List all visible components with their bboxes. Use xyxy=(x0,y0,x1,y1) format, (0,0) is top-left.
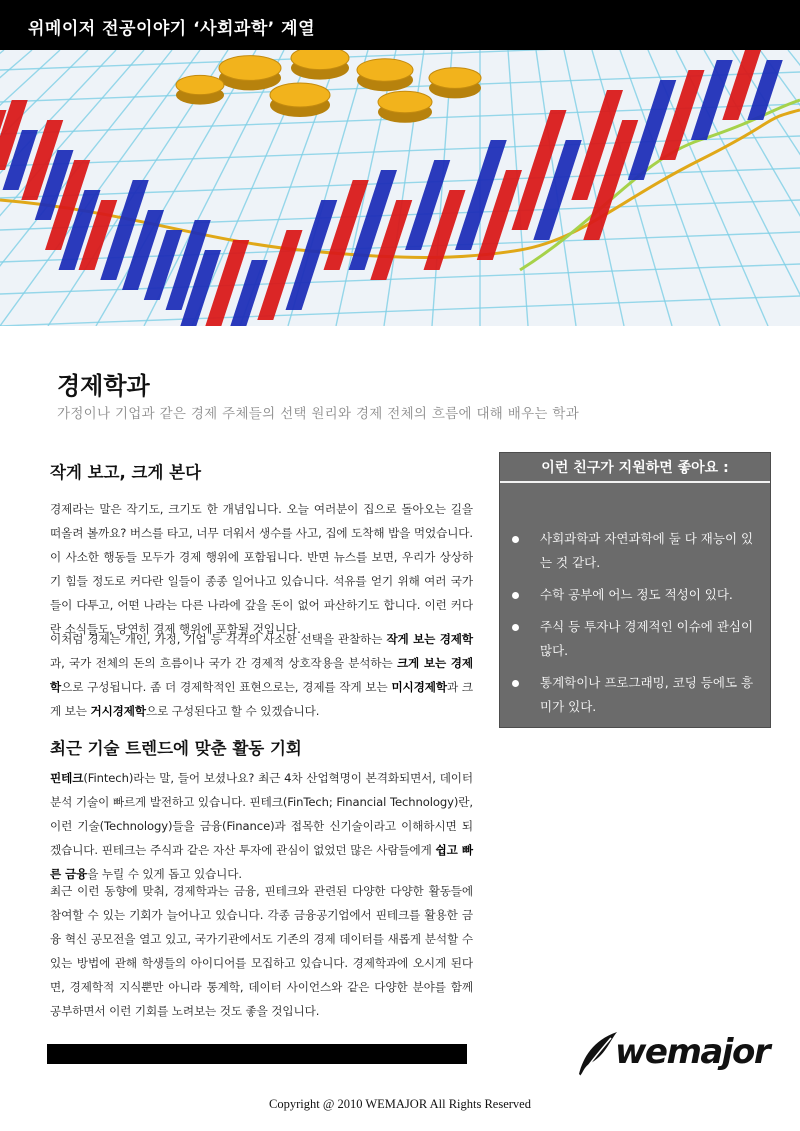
bullet-icon xyxy=(512,680,519,687)
logo-text: wemajor xyxy=(615,1032,770,1072)
bold-microeconomics: 미시경제학 xyxy=(391,680,447,694)
gold-coin xyxy=(378,91,432,113)
recommendation-box xyxy=(499,452,771,728)
gold-coin xyxy=(270,83,330,107)
header-bar xyxy=(0,0,800,50)
section1-paragraph-2: 이처럼 경제는 개인, 가정, 기업 등 각각의 사소한 선택을 관찰하는 작게 보는 경제학과, 국가 전체의 돈의 흐름이나 국가 간 경제적 상호작용을 분석하는 크게 보는 경제학으로 구성됩니다. 좀 더 경제학적인 표현으로는, 경제를 작게 보는 미시경제학과 크게 보는 거시경제학으로 구성된다고 할 수 있겠습니다. xyxy=(50,632,473,718)
bullet-icon xyxy=(512,536,519,543)
bold-fintech: 핀테크 xyxy=(50,771,84,785)
grid-line xyxy=(0,168,800,198)
copyright-text: Copyright @ 2010 WEMAJOR All Rights Reserved xyxy=(269,1097,531,1111)
candlestick-coins-illustration xyxy=(0,50,800,326)
list-item: 주식 등 투자나 경제적인 이슈에 관심이 많다. xyxy=(510,615,765,663)
wemajor-logo xyxy=(575,1030,770,1078)
bullet-icon xyxy=(512,624,519,631)
department-subtitle: 가정이나 기업과 같은 경제 주체들의 선택 원리와 경제 전체의 흐름에 대해 배우는 학과 xyxy=(57,406,580,422)
section2-paragraph-1: 핀테크(Fintech)라는 말, 들어 보셨나요? 최근 4차 산업혁명이 본격화되면서, 데이터 분석 기술이 빠르게 발전하고 있습니다. 핀테크(FinTech; Financial Technology)란, 이런 기술(Technology)들을 금융(Finance)과 접목한 신기술이라고 이해하시면 되겠습니다. 핀테크는 주식과 같은 자산 투자에 관심이 없었던 많은 사람들에게 쉽고 빠른 금융을 누릴 수 있게 돕고 있습니다. xyxy=(50,771,473,881)
gold-coin xyxy=(429,68,481,89)
list-item: 통계학이나 프로그래밍, 코딩 등에도 흥미가 있다. xyxy=(510,671,765,719)
grid-line xyxy=(0,296,800,326)
header-title: 위메이저 전공이야기 ‘사회과학’ 계열 xyxy=(28,19,316,39)
leaf-icon xyxy=(575,1030,619,1078)
gold-coin xyxy=(291,50,349,70)
list-item: 사회과학과 자연과학에 둘 다 재능이 있는 것 같다. xyxy=(510,527,765,575)
recommendation-box-title: 이런 친구가 지원하면 좋아요 : xyxy=(500,453,770,483)
bold-micro-phrase: 작게 보는 경제학 xyxy=(386,632,473,646)
gold-coin xyxy=(219,56,281,81)
footer-bar xyxy=(47,1044,467,1064)
department-title: 경제학과 xyxy=(57,372,150,400)
list-item: 수학 공부에 어느 정도 적성이 있다. xyxy=(510,583,765,607)
bold-macroeconomics: 거시경제학 xyxy=(90,704,146,718)
section2-paragraph-2: 최근 이런 동향에 맞춰, 경제학과는 금융, 핀테크와 관련된 다양한 다양한 활동들에 참여할 수 있는 기회가 늘어나고 있습니다. 각종 금융공기업에서 핀테크를 활용한 금융 혁신 공모전을 열고 있고, 국가기관에서도 기존의 경제 데이터를 새롭게 분석할 수 있는 방법에 관해 학생들의 아이디어를 모집하고 있습니다. 경제학과에 오시게 된다면, 경제학적 지식뿐만 아니라 통계학, 데이터 사이언스와 같은 다양한 분야를 함께 공부하면서 이런 기회를 노려보는 것도 좋을 것입니다. xyxy=(50,884,473,1018)
gold-coin xyxy=(357,59,413,81)
section-heading-small-and-big: 작게 보고, 크게 본다 xyxy=(50,463,202,482)
recommendation-list xyxy=(510,527,765,727)
section-heading-tech-trends: 최근 기술 트렌드에 맞춘 활동 기회 xyxy=(50,739,302,758)
bold-macro-phrase: 크게 보는 경제학 xyxy=(50,656,473,694)
bold-easy-fast-finance: 쉽고 빠른 금융 xyxy=(50,843,473,881)
hero-image xyxy=(0,50,800,326)
gold-coin xyxy=(176,75,224,94)
section1-paragraph-1: 경제라는 말은 작기도, 크기도 한 개념입니다. 오늘 여러분이 집으로 돌아오는 길을 떠올려 볼까요? 버스를 타고, 너무 더워서 생수를 사고, 집에 도착해 밥을 먹었습니다. 이 사소한 행동들 모두가 경제 행위에 포함됩니다. 반면 뉴스를 보면, 우리가 상상하기 힘들 정도로 커다란 일들이 종종 일어나고 있습니다. 석유를 얻기 위해 여러 국가들이 다투고, 어떤 나라는 다른 나라에 갚을 돈이 없어 파산하기도 합니다. 이런 커다란 소식들도, 당연히 경제 행위에 포함될 것입니다. xyxy=(50,502,473,636)
bullet-icon xyxy=(512,592,519,599)
